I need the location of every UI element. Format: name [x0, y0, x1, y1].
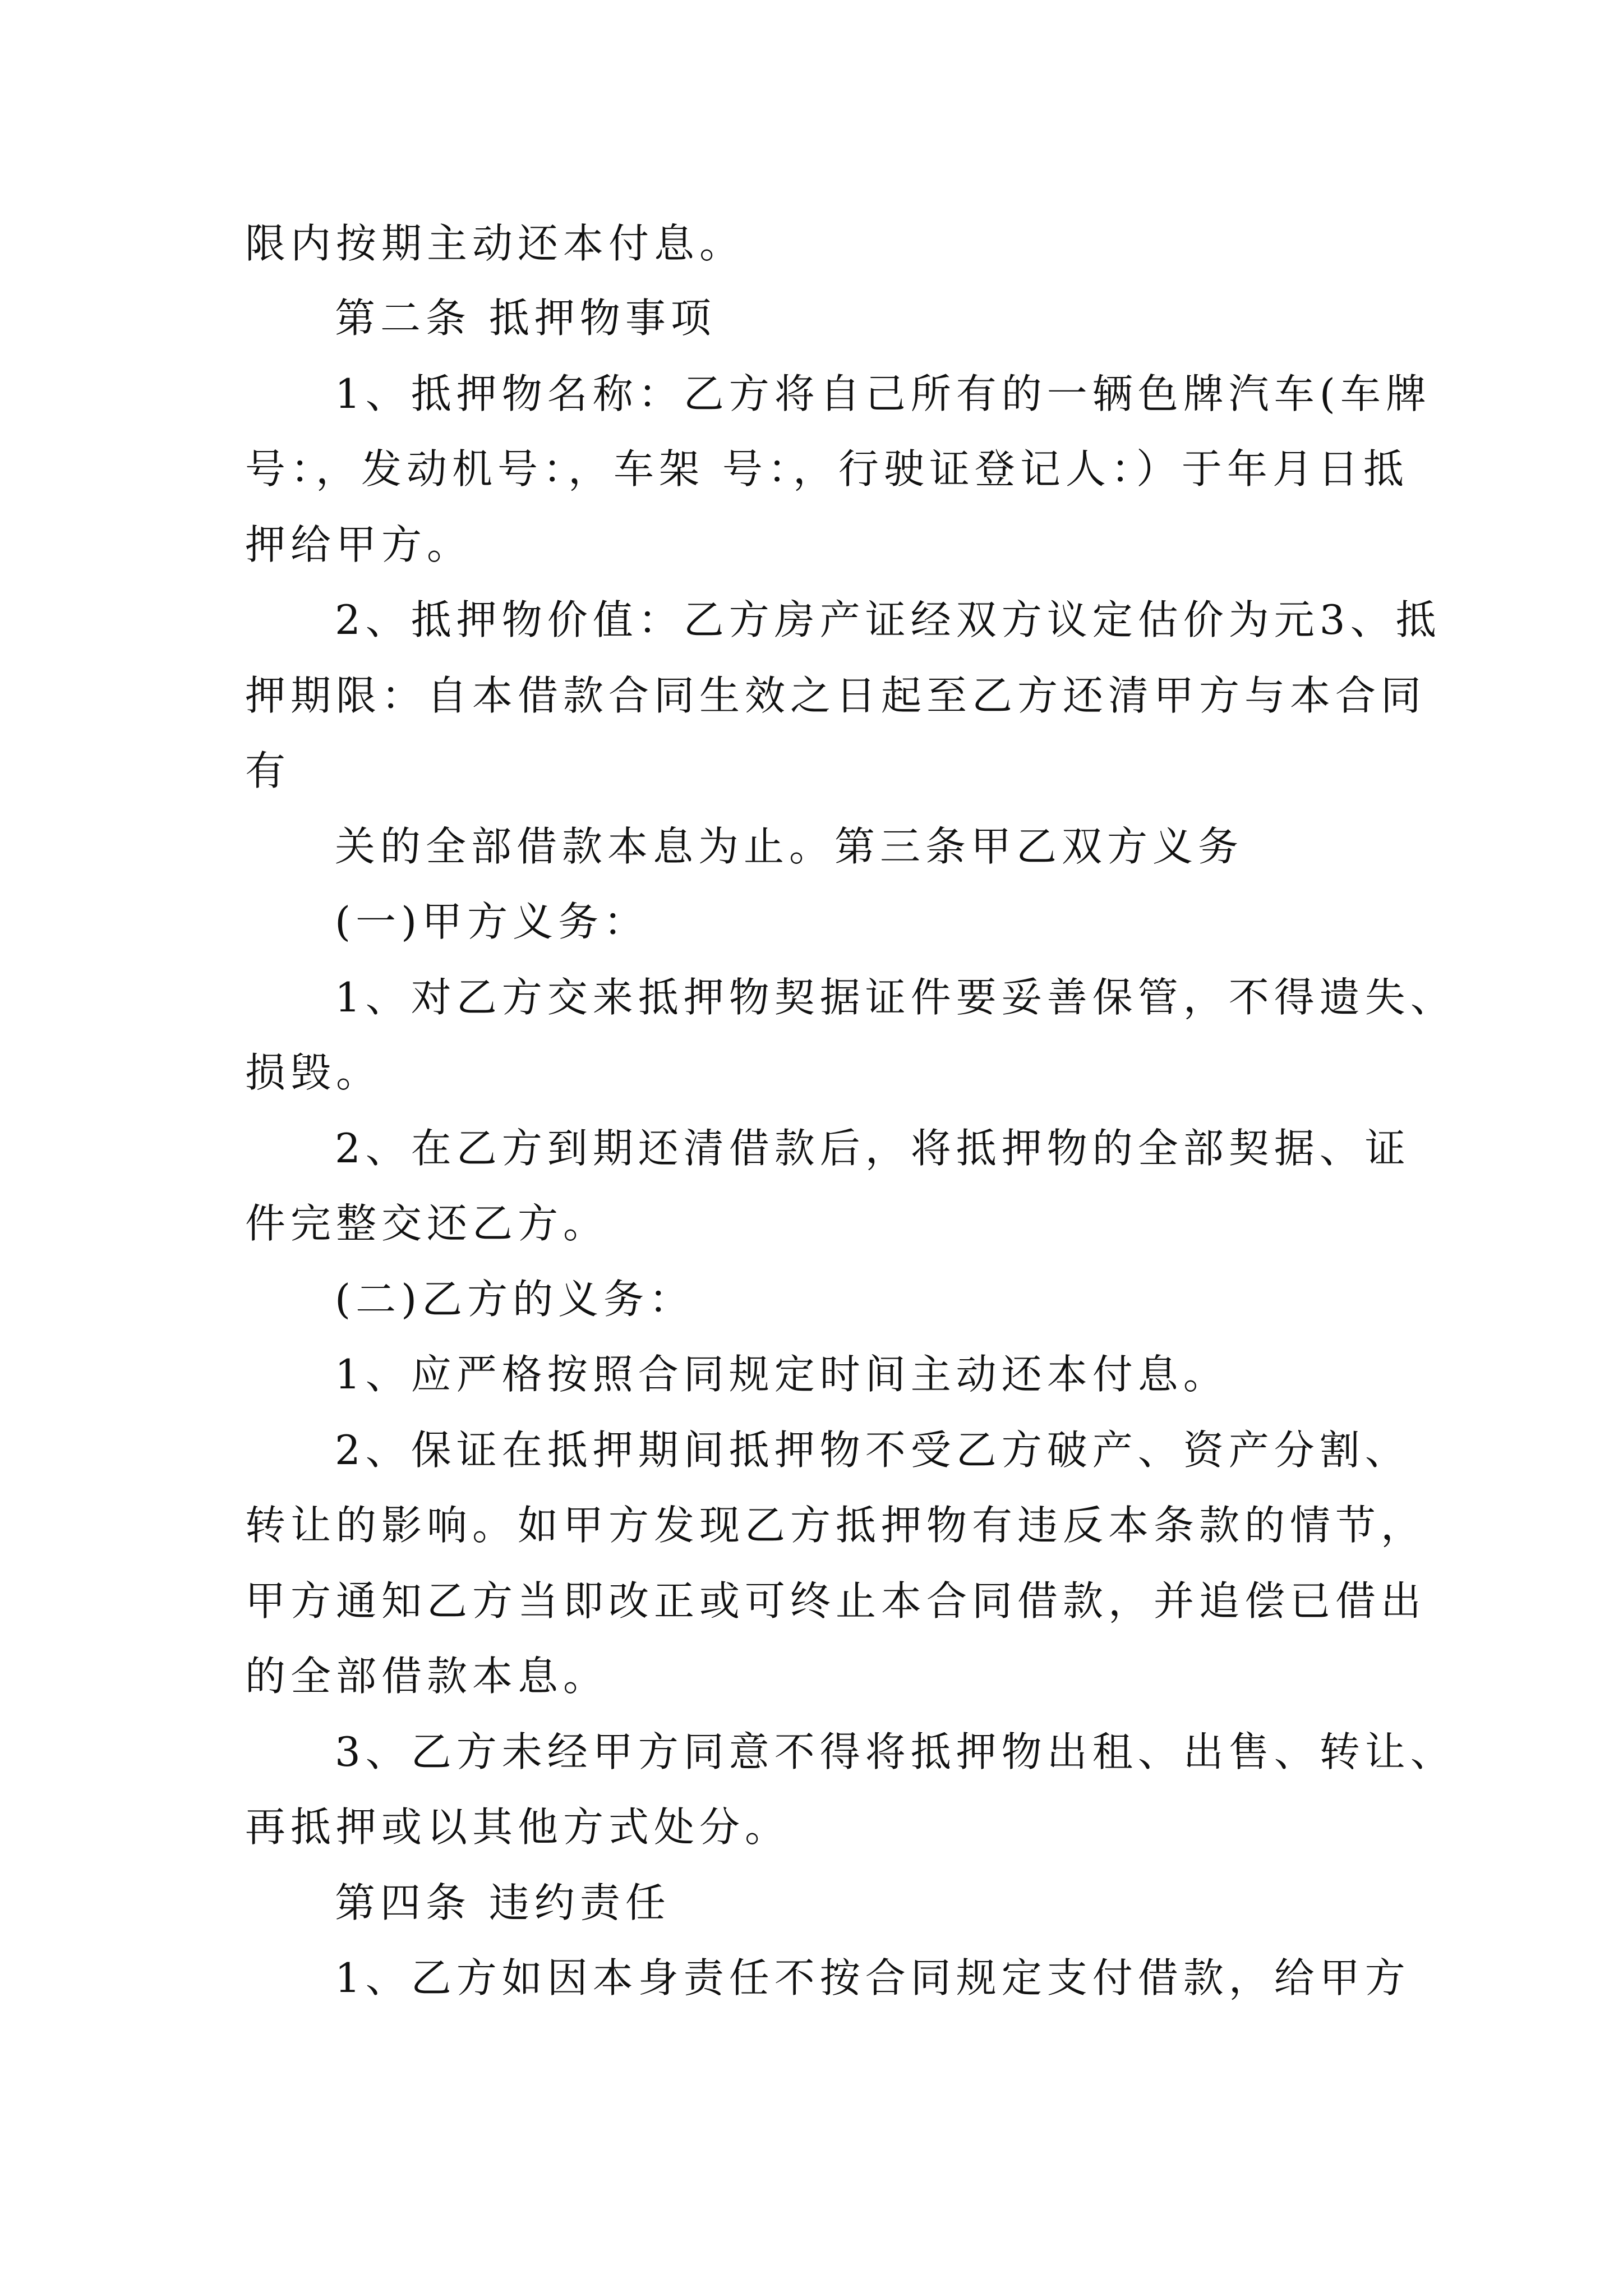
text-line: 1、乙方如因本身责任不按合同规定支付借款，给甲方	[335, 1954, 1410, 2001]
text-line: 1、应严格按照合同规定时间主动还本付息。	[335, 1351, 1229, 1398]
text-line: 关的全部借款本息为止。第三条甲乙双方义务	[335, 823, 1244, 870]
text-line: 2、抵押物价值：乙方房产证经双方议定估价为元3、抵	[335, 596, 1441, 643]
text-line: 1、抵押物名称：乙方将自己所有的一辆色牌汽车(车牌	[335, 370, 1431, 417]
subsection-heading: (一)甲方义务：	[335, 898, 649, 945]
text-line: 3、乙方未经甲方同意不得将抵押物出租、出售、转让、	[335, 1728, 1456, 1775]
text-line: 2、保证在抵押期间抵押物不受乙方破产、资产分割、	[335, 1427, 1410, 1474]
section-heading: 第二条 抵押物事项	[335, 295, 716, 342]
text-line: 押期限：自本借款合同生效之日起至乙方还清甲方与本合同	[245, 672, 1427, 719]
text-line: 转让的影响。如甲方发现乙方抵押物有违反本条款的情节，	[245, 1502, 1427, 1549]
text-line: 押给甲方。	[245, 521, 473, 568]
text-line: 甲方通知乙方当即改正或可终止本合同借款，并追偿已借出	[245, 1577, 1427, 1625]
text-line: 限内按期主动还本付息。	[245, 220, 745, 267]
section-heading: 第四条 违约责任	[335, 1879, 671, 1926]
text-line: 1、对乙方交来抵押物契据证件要妥善保管，不得遗失、	[335, 974, 1456, 1021]
subsection-heading: (二)乙方的义务：	[335, 1276, 695, 1323]
text-line: 的全部借款本息。	[245, 1653, 609, 1700]
text-line: 2、在乙方到期还清借款后，将抵押物的全部契据、证	[335, 1125, 1410, 1172]
text-line: 有	[245, 747, 291, 794]
text-line: 损毁。	[245, 1049, 382, 1096]
text-line: 号：，发动机号：，车架 号：，行驶证登记人：）于年月日抵	[245, 445, 1409, 493]
text-line: 再抵押或以其他方式处分。	[245, 1803, 791, 1851]
text-line: 件完整交还乙方。	[245, 1200, 609, 1247]
